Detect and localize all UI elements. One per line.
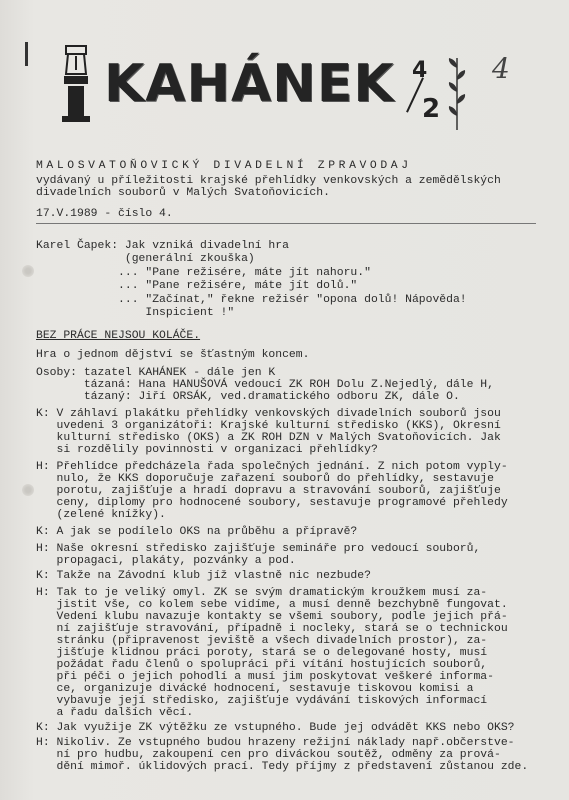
quote-line: Karel Čapek: Jak vzniká divadelní hra [36,240,289,252]
article-line: propagaci, plakáty, pozvánky a pod. [36,555,296,567]
article-line: nulo, že KKS doporučuje zařazení souborů do přehlídky, sestavuje [36,473,494,485]
subtitle-line-2: divadelních souborů v Malých Svatoňovicích. [36,187,330,199]
masthead: MALOSVATOŇOVICKÝ DIVADELNÍ ZPRAVODAJ [36,160,412,172]
article-line: ceny, diplomy pro hodnocené soubory, sestavuje programové přehledy [36,497,508,509]
margin-mark [25,42,28,66]
punch-hole [22,265,34,277]
article-line: jišťuje klidnou práci poroty, stará se o delegované hosty, musí [36,647,488,659]
article-line: ní zajišťuje stravování, případně i nocleky, stará se o technickou [36,623,508,635]
article-line: vybavuje její středisko, zajišťuje vydávání tiskových informací [36,695,488,707]
header-rule [36,223,536,224]
article-heading: BEZ PRÁCE NEJSOU KOLÁČE. [36,330,201,342]
article-line: stránku (připravenost jeviště a všech divadelních prostor), za- [36,635,488,647]
article-line: kulturní středisko (OKS) a ZK ROH DZN v Malých Svatoňovicích. Jak [36,432,501,444]
issue-fraction-bottom: 2 [422,94,441,124]
article-line: Vedení klubu navazuje kontakty se všemi soubory, podle jejich přá- [36,611,508,623]
article-line: požádat řadu členů o spolupráci při vítání hostujících souborů, [36,659,488,671]
quote-line: (generální zkouška) [36,253,255,265]
kahanek-logo [56,40,466,135]
article-line: a řadu dalších věcí. [36,707,194,719]
article-line: ní pro hudbu, zakoupení cen pro diváckou soutěž, odměny za prová- [36,749,501,761]
article-line: dění mimoř. úklidových prací. Tedy příjmy z představení zůstanou zde. [36,761,529,773]
article-line: H: Přehlídce předcházela řada společných jednání. Z nich potom vyply- [36,461,508,473]
lamp-icon [56,44,96,124]
article-line: si rozdělily povinnosti v organizaci přehlídky? [36,444,378,456]
article-line: H: Naše okresní středisko zajišťuje semináře pro vedoucí souborů, [36,543,481,555]
article-line: uvedeni 3 organizátoři: Krajské kulturní středisko (KKS), Okresní [36,420,501,432]
article-line: H: Nikoliv. Ze vstupného budou hrazeny režijní náklady např.občerstve- [36,737,515,749]
article-intro: Hra o jednom dějství se šťastným koncem. [36,349,310,361]
date-issue-line: 17.V.1989 - číslo 4. [36,208,173,220]
article-line: tázaná: Hana HANUŠOVÁ vedoucí ZK ROH Dolu Z.Nejedlý, dále H, [36,379,494,391]
article-line: K: A jak se podílelo OKS na průběhu a přípravě? [36,526,358,538]
quote-line: ... "Začínat," řekne režisér "opona dolů! Nápověda! [36,294,467,306]
article-line: ce, organizuje divácké hodnocení, sestavuje tiskovou komisi a [36,683,474,695]
issue-fraction-top: 4 [412,58,428,83]
quote-line: ... "Pane režisére, máte jít dolů." [36,280,358,292]
article-line: K: Takže na Závodní klub jíž vlastně nic nezbude? [36,570,371,582]
article-line: při péči o jejich pohodlí a musí jim poskytovat veškeré informa- [36,671,494,683]
handwritten-number: 4 [492,52,510,85]
article-line: (zelené knížky). [36,509,166,521]
logo-title: KAHÁNEK [104,54,395,114]
article-line: K: Jak využije ZK výtěžku ze vstupného. Bude jej odvádět KKS nebo OKS? [36,722,515,734]
quote-line: Inspicient !" [36,307,235,319]
quote-line: ... "Pane režisére, máte jít nahoru." [36,267,371,279]
article-line: H: Tak to je veliký omyl. ZK se svým dramatickým kroužkem musí za- [36,587,488,599]
article-line: tázaný: Jiří ORSÁK, ved.dramatického odboru ZK, dále O. [36,391,460,403]
article-line: porotu, zajišťuje a hradí dopravu a stravování souborů, zajišťuje [36,485,501,497]
article-line: Osoby: tazatel KAHÁNEK - dále jen K [36,367,276,379]
laurel-sprig-icon [446,54,468,132]
subtitle-line-1: vydávaný u příležitosti krajské přehlídky venkovských a zemědělských [36,175,501,187]
article-line: jistit vše, co kolem sebe vidíme, a musí denně bezchybně fungovat. [36,599,508,611]
punch-hole [22,484,34,496]
article-line: K: V záhlaví plakátku přehlídky venkovských divadelních souborů jsou [36,408,501,420]
